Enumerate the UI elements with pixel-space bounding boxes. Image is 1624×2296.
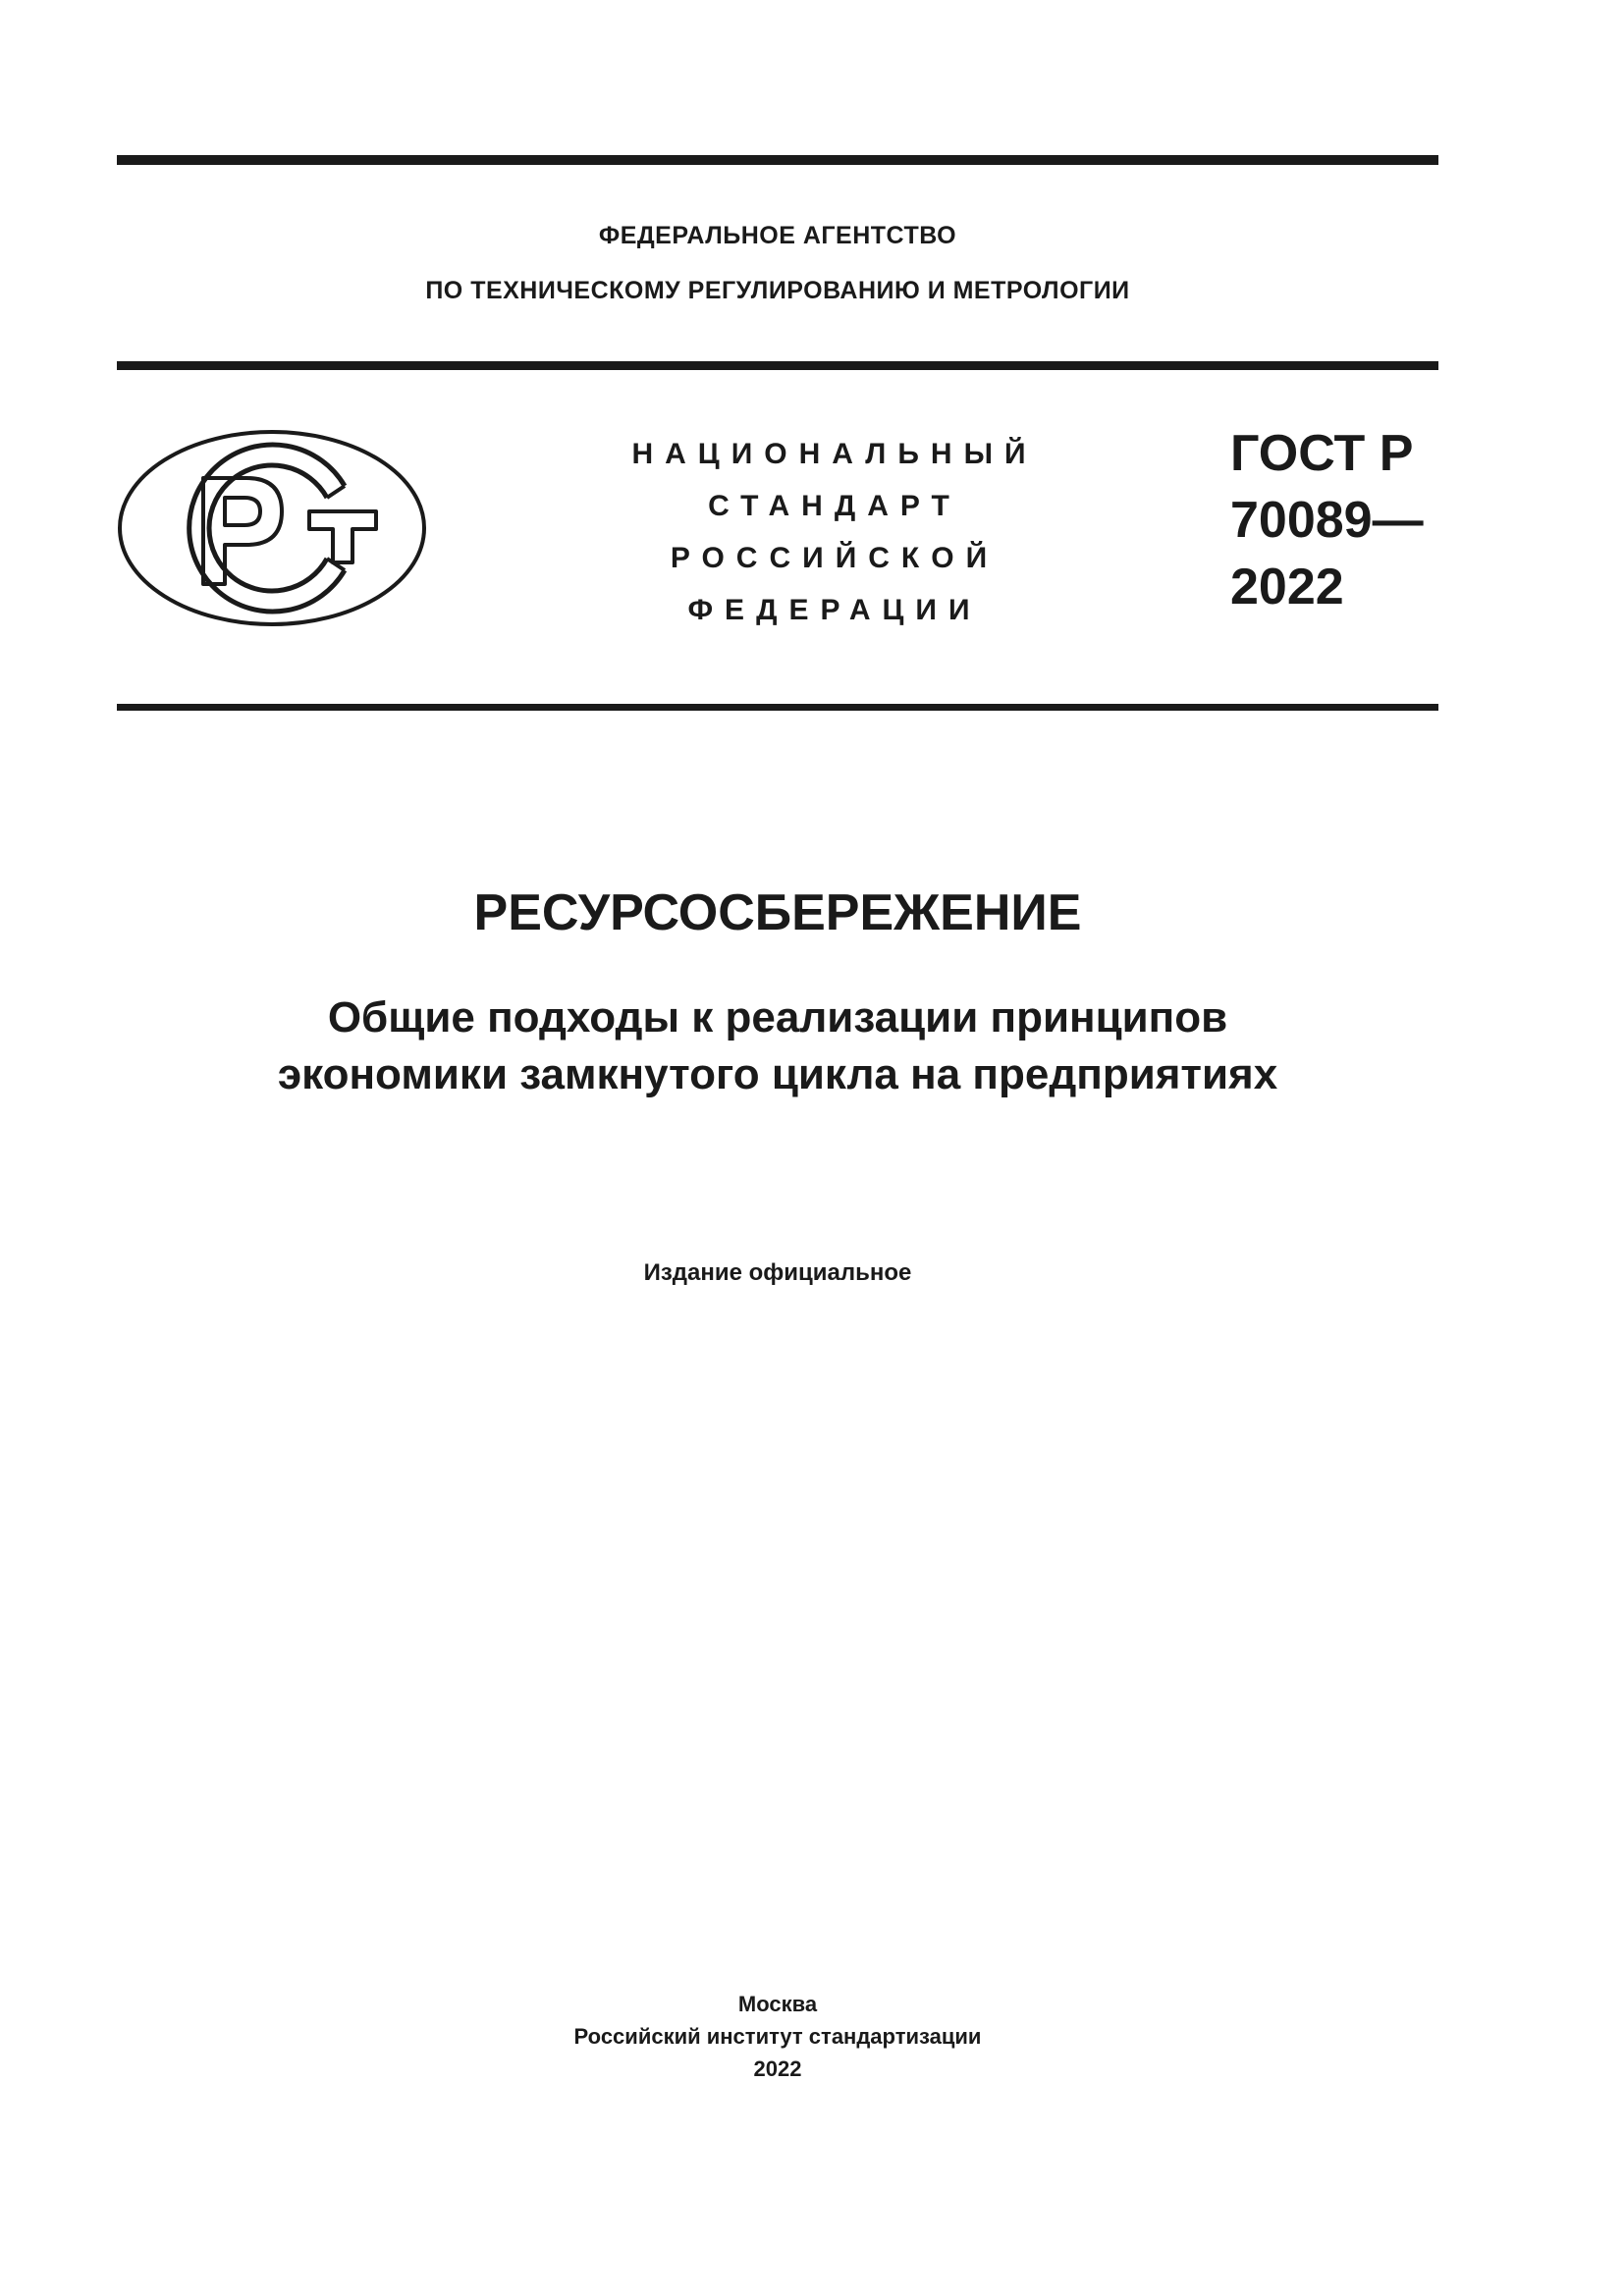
national-line: РОССИЙСКОЙ (670, 542, 1000, 574)
imprint-city: Москва (737, 1992, 818, 2016)
agency-name-line2: ПО ТЕХНИЧЕСКОМУ РЕГУЛИРОВАНИЮ И МЕТРОЛОГИИ (425, 277, 1130, 304)
designation-line: 70089— (1230, 492, 1424, 549)
imprint-year: 2022 (753, 2056, 802, 2081)
top-rule (117, 155, 1438, 165)
imprint (117, 1988, 1438, 2085)
national-line: СТАНДАРТ (708, 490, 961, 522)
agency-name-line1: ФЕДЕРАЛЬНОЕ АГЕНТСТВО (598, 222, 957, 249)
document-title: РЕСУРСОСБЕРЕЖЕНИЕ (473, 884, 1082, 941)
designation-line: ГОСТ Р (1230, 425, 1414, 482)
national-line: НАЦИОНАЛЬНЫЙ (631, 438, 1038, 470)
bottom-rule (117, 704, 1438, 711)
subtitle-line: Общие подходы к реализации принципов (327, 993, 1228, 1041)
middle-rule (117, 361, 1438, 370)
rst-conformity-mark-icon (117, 429, 427, 627)
imprint-publisher: Российский институт стандартизации (573, 2024, 982, 2049)
national-line: ФЕДЕРАЦИИ (687, 594, 982, 626)
subtitle-line: экономики замкнутого цикла на предприятиях (277, 1050, 1278, 1098)
national-standard-label (589, 428, 1080, 636)
designation-line: 2022 (1230, 559, 1344, 615)
edition-label: Издание официальное (643, 1259, 912, 1286)
document-subtitle (117, 989, 1438, 1103)
standard-designation (1230, 420, 1424, 620)
